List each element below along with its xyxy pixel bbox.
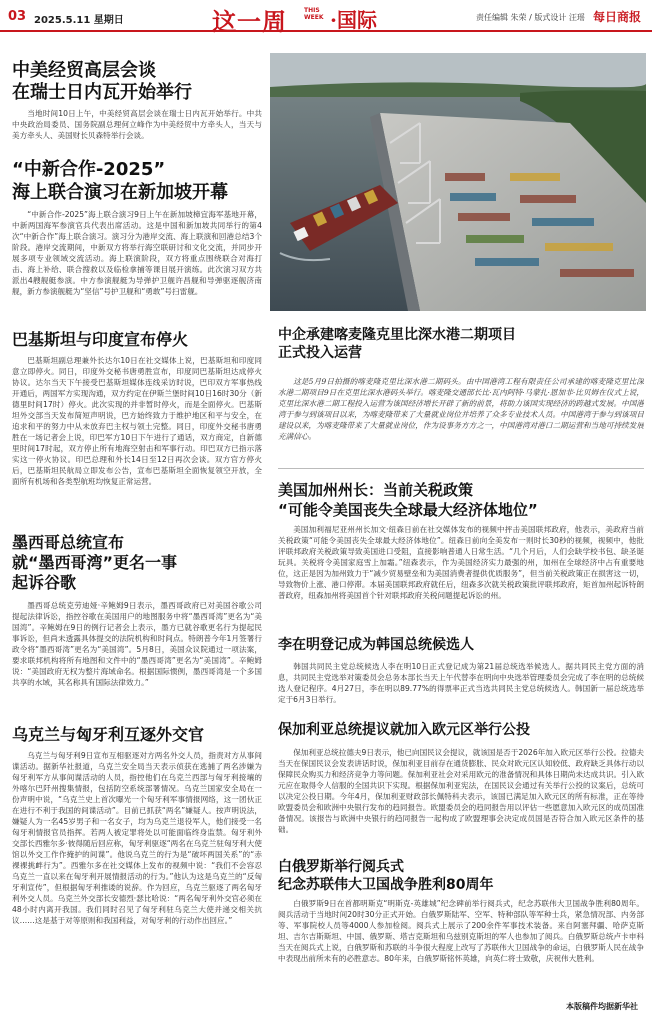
headline-line: “中新合作-2025”: [12, 159, 166, 180]
article-4-headline: [12, 533, 262, 593]
news-source-credit: 本版稿件均据新华社: [566, 1002, 638, 1011]
paper-logo: 每日商报: [593, 10, 642, 24]
headline-line: 起诉谷歌: [12, 573, 77, 592]
article-6-headline: [278, 326, 644, 362]
editor-credits: 责任编辑 朱荣 / 版式设计 汪瑶: [476, 13, 585, 22]
headline-line: 中美经贸高层会谈: [12, 60, 156, 81]
port-photo-illustration: [270, 53, 646, 311]
divider: [278, 468, 644, 469]
headline-line: 乌克兰与匈牙利互逐外交官: [12, 725, 205, 744]
article-9-body: 保加利亚总统拉德夫9日表示，他已向国民议会提议，就该国是否于2026年加入欧元区举行公投。拉德夫当天在保国民议会发表讲话时说，保加利亚目前存在通货膨胀、民众对欧元区认知较低、政府缺乏具体行动以保障民众购买力和经济竞争力等问题。保加利亚社会对采用欧元的准备情况和具体日期尚未达成共识。引入欧元应在取得令人信服的全国共识下实现。根据保加利亚宪法，在国民议会通过有关举行公投的议案后，总统可以决定公投日期。今年4月，保加利亚财政部长佩特科夫表示，该国已满足加入欧元区的所有标准，正在等待欧盟委员会和欧洲中央银行发布的趋同报告。欧盟委员会的趋同报告用以评估一些愿意加入欧元区的成员国准备情况。该报告与欧洲中央银行的趋同报告一起构成了欧盟理事会决定成员国是否符合加入欧元区条件的基础。: [278, 748, 644, 834]
article-5-body: 乌克兰与匈牙利9日宣布互相驱逐对方两名外交人员，指责对方从事间谍活动。据新华社报道，乌克兰安全局当天表示侦获在逃捕了两名涉嫌为匈牙利军方从事间谍活动的人员，指控他们在乌克兰西部与匈牙利接壤的外喀尔巴阡州搜集情报，包括防空系统部署情况。乌克兰国家安全局在一份声明中说，“乌克兰史上首次曝光一个匈牙利军事情报网络，这一团伙正在进行不利于我国的间谍活动”。目前已抓获“两名”嫌疑人。按声明说法，嫌疑人为一名45岁男子和一名女子，均为乌克兰退役军人，他们接受一名匈牙利情报官员指挥。若两人被定罪将处以可能面临终身监禁。匈牙利外交部长西雅尔多·彼得随后回应称，匈牙利驱逐“两名在乌克兰驻匈牙利大使馆以外交工作作掩护的间谍”。他说乌克兰的行为是“破坏两国关系”的“赤裸裸挑衅行为”。西雅尔多在社交媒体上发布的视频中说：“我们不会容忍乌克兰一直以来在匈牙利开展情报活动的行为。”他认为这是乌克兰的“反匈牙利宣传”，但根据匈牙利推诿的说辞。作为回应，乌克兰驱逐了两名匈牙利外交人员。乌克兰外交部长安德烈·瑟比哈说：“两名匈牙利外交官必须在48小时内离开我国。我们同时召见了匈牙利驻乌克兰大使并递交相关抗议……这是基于对等原则和我国利益，对匈牙利的行动作出回应。”: [12, 751, 262, 925]
headline-line: 白俄罗斯举行阅兵式: [278, 859, 404, 875]
article-8-body: 韩国共同民主党总统候选人李在明10日正式登记成为第21届总统选举候选人。据共同民主党方面的消息，共同民主党选举对策委员会总务本部长当天上午代替李在明向中央选举管理委员会完成了李在明的总统候选人登记程序。4月27日，李在明以89.77%的得票率正式当选共同民主党总统候选人。韩国新一届总统选举定于6月3日举行。: [278, 662, 644, 704]
article-2-body: “中新合作-2025”海上联合演习9日上午在新加坡樟宜海军基地开幕，中新两国海军参演官兵代表出席活动。这是中国和新加坡共同举行的第4次“中新合作”海上联合演习。演习分为港岸交流、海上联演和回港总结3个阶段。港岸交流期间，中新双方将举行海空联研讨和文化交流，并同步开展多项专业领域交流活动。海上联演阶段，双方将重点围绕联合对海打击、海上补给、联合搜救以及临检拿捕等课目展开演练。此次演习双方共派出4艘舰艇参演。中方参演舰艇为导弹护卫舰许昌舰和导弹驱逐舰济南舰，新方参演舰艇为“坚信”号护卫舰和“勇敢”号扫雷舰。: [12, 210, 262, 296]
article-3-body: 巴基斯坦副总理兼外长达尔10日在社交媒体上说，巴基斯坦和印度同意立即停火。同日，印度外交秘书唐勇胜宣布，印度同巴基斯坦达成停火协议。达尔当天下午接受巴基斯坦媒体连线采访时说，巴印双方军事热线开通后，两国军方实现沟通，双方约定在伊斯兰堡时间10日16时30分（新德里时间17时）停火。此次实现的并非暂时停火，而是全面停火。巴基斯坦外交部当天发布简短声明说，巴方始终致力于维护地区和平与安全，在追求和平的努力中从未放弃巴主权与领土完整。同日，印度外交秘书唐勇胜在一场记者会上说，印巴军方10日下午进行了通话，双方商定，自新德里时间17时起，双方停止所有地海空射击和军事行动。印巴双方已指示落实这一停火协议。印巴总理和外长14日至12日再次会谈。双方官方停火后，巴基斯坦民航局立即发布公告，宣布巴基斯坦全面恢复领空开放，全面所有机场和各类型航班均恢复正常运营。: [12, 356, 262, 486]
column-subtitle: THIS WEEK: [304, 7, 324, 21]
headline-line: 李在明登记成为韩国总统候选人: [278, 637, 474, 653]
headline-line: 中企承建喀麦隆克里比深水港二期项目: [278, 327, 516, 343]
article-4-body: 墨西哥总统克劳迪娅·辛鲍姆9日表示，墨西哥政府已对美国谷歌公司提起法律诉讼，指控谷歌在美国用户的地图服务中将“墨西哥湾”更名为“美国湾”。辛鲍姆在9日的例行记者会上表示，墨方已就谷歌更名行为提起民事诉讼，但尚未透露具体提交的法院机构和时间点。特朗普今年1月签署行政令将“墨西哥湾”更名为“美国湾”。5月8日，美国众议院通过一项法案，要求联邦机构将所有地图和文件中的“墨西哥湾”更名为“美国湾”。辛鲍姆说：“美国政府无权为整片海域命名。根据国际惯例，墨西哥湾是一个多国共享的水域，其名称具有国际法律效力。”: [12, 601, 262, 687]
headline-line: 海上联合演习在新加坡开幕: [12, 182, 228, 203]
article-6-body: 这是5月9日拍摄的喀麦隆克里比深水港二期码头。由中国港湾工程有限责任公司承建的喀麦隆克里比深水港二期项目9日在克里比深水港码头举行。喀麦隆交通部长比·瓦内阿特·马蒙扎·恩加非·比贝姆在仪式上说，克里比深水港二期工程投入运营为该国经济增长开辟了新的前景，将助力该国实现经济的跨越式发展。中国港湾于参与到该项目以来，为喀麦隆带来了大量就业岗位并培养了众多专业技术人员。中国港湾于参与到该项目建设以来，为喀麦隆带来了大量就业岗位，作为设事务方方之一，中国港湾对港口二期运营和当地可持续发展充满信心。: [278, 377, 644, 441]
article-8-headline: [278, 636, 644, 654]
article-5-headline: [12, 725, 262, 745]
headline-line: 巴基斯坦与印度宣布停火: [12, 330, 189, 349]
headline-line: 美国加州州长：当前关税政策: [278, 481, 474, 499]
port-aerial-photo: [270, 53, 646, 311]
article-3-headline: [12, 330, 262, 350]
headline-line: 纪念苏联伟大卫国战争胜利80周年: [278, 877, 494, 893]
column-title: 这一周: [212, 7, 287, 36]
article-1-headline: [12, 60, 262, 104]
article-10-headline: [278, 858, 644, 894]
article-9-headline: [278, 721, 644, 739]
headline-line: 就“墨西哥湾”更名一事: [12, 553, 178, 572]
article-1-body: 当地时间10日上午，中美经贸高层会谈在瑞士日内瓦开始举行。中共中央政治局委员、国务院副总理何立峰作为中美经贸中方牵头人，当天与美方牵头人、美国财长贝森特举行会谈。: [12, 109, 262, 140]
article-10-body: 白俄罗斯9日在首都明斯克“明斯克-英雄城”纪念碑前举行阅兵式，纪念苏联伟大卫国战争胜利80周年。阅兵活动于当地时间20时30分正式开始。白俄罗斯陆军、空军、特种部队等军种士兵，紧急情况部、内务部等、军事院校人员等4000人参加检阅。阅兵式上展示了200余件军事技术装备。来自阿塞拜疆、哈萨克斯坦、吉尔吉斯斯坦、中国、俄罗斯、塔吉克斯坦和乌兹别克斯坦的军人也参加了阅兵。白俄罗斯总统卢卡申科当天在阅兵式上说，白俄罗斯和苏联的斗争很大程度上改写了苏联伟大卫国战争的命运，白俄罗斯人民在战争中表现出前所未有的必胜意志。80年来，白俄罗斯铭怀英雄，向英仁将士致敬，庆祝伟大胜利。: [278, 899, 644, 963]
headline-line: 在瑞士日内瓦开始举行: [12, 82, 192, 103]
headline-line: 保加利亚总统提议就加入欧元区举行公投: [278, 722, 530, 738]
headline-line: “可能令美国丧失全球最大经济体地位”: [278, 501, 538, 519]
article-7-body: 美国加利福尼亚州州长加文·纽森日前在社交媒体发布的视频中抨击美国联邦政府，他表示，美政府当前关税政策“可能令美国丧失全球最大经济体地位”。纽森日前向全美发布一则时长30秒的视频，视频中，他批评联邦政府关税政策导致美国进口受阻，直接影响普通人日常生活。“几个月后，人们会缺学校书包、缺圣诞玩具。关税将令美国家庭雪上加霜。”纽森表示，作为美国经济实力最强的州，加州在全球经济中占有重要地位，这正是因为加州致力于“减少贸易壁垒和为美国消费者提供优质服务”，但当前关税政策正在损害这一切，导致物价上涨、港口停滞。本届美国联邦政府就任后，纽森多次就关税政策批评联邦政府，矩首加州起诉特朗普政府，纽森加州将美国首个针对联邦政府关税问题提起诉讼的州。: [278, 525, 644, 600]
article-2-headline: [12, 158, 262, 204]
page-header: [0, 0, 652, 36]
section-name: ·国际: [330, 8, 377, 32]
issue-date: 2025.5.11 星期日: [34, 15, 124, 26]
article-7-headline: [278, 480, 644, 520]
headline-line: 墨西哥总统宣布: [12, 533, 125, 552]
page-number: 03: [8, 9, 27, 24]
headline-line: 正式投入运营: [278, 345, 362, 361]
